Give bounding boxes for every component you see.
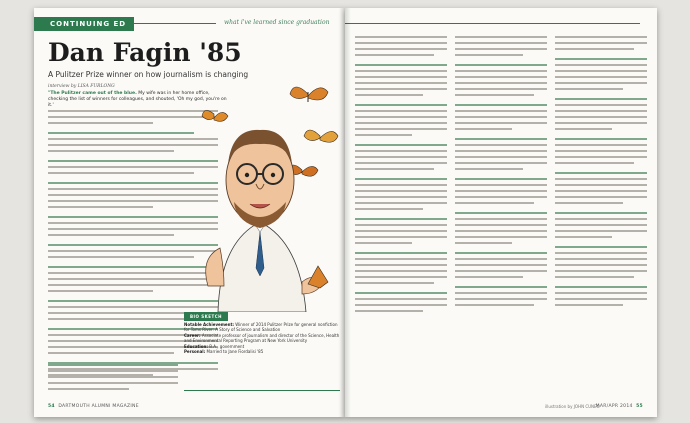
intro-text: My wife was in her home office, checking the list of winners for colleagues, and shouted, 'Oh my god, you're on it.': [48, 91, 227, 108]
department-rule: [134, 23, 216, 24]
right-column-1: [355, 36, 447, 316]
left-body-text-end: [48, 364, 178, 394]
bio-sketch: [184, 322, 340, 354]
butterfly-icon: [304, 130, 338, 142]
butterfly-icon: [202, 110, 228, 121]
bio-sketch-label: BIO SKETCH: [184, 312, 228, 321]
butterfly-icon: [290, 87, 328, 102]
right-folio: [596, 404, 643, 409]
deck: A Pulitzer Prize winner on how journalism is changing: [48, 70, 249, 79]
right-page: [345, 8, 657, 417]
department-tagline: what i've learned since graduation: [224, 19, 330, 26]
right-page-number: 55: [636, 404, 643, 409]
tagline-rule: [345, 23, 640, 24]
bio-line: Notable Achievement: Winner of 2014 Pulitzer Prize for general nonfiction for Toms River: A Story of Science and Salvation: [184, 322, 338, 333]
bio-line: Personal: Married to Jane Fiordalisi '85: [184, 349, 264, 355]
bio-line: Career: Associate professor of journalism and director of the Science, Health and Environmental Reporting Program at New York University: [184, 332, 340, 344]
left-page-number: 54: [48, 404, 55, 409]
headline: Dan Fagin '85: [48, 38, 242, 67]
gutter-shadow: [339, 8, 351, 417]
issue-date: MAR/APR 2014: [595, 404, 633, 409]
intro-lead: "The Pulitzer came out of the blue.: [48, 91, 137, 96]
bio-rule: [184, 390, 340, 391]
left-folio: [48, 404, 139, 409]
right-column-3: [555, 36, 647, 310]
right-column-2: [455, 36, 547, 310]
illustration-credit: illustration by JOHN CUNEO: [545, 404, 600, 409]
byline: interview by LISA FURLONG: [48, 84, 115, 89]
department-label: CONTINUING ED: [34, 17, 134, 31]
magazine-name: DARTMOUTH ALUMNI MAGAZINE: [58, 404, 139, 409]
bio-line: Education: B.A., government: [184, 343, 245, 349]
caricature-illustration: [190, 72, 340, 312]
